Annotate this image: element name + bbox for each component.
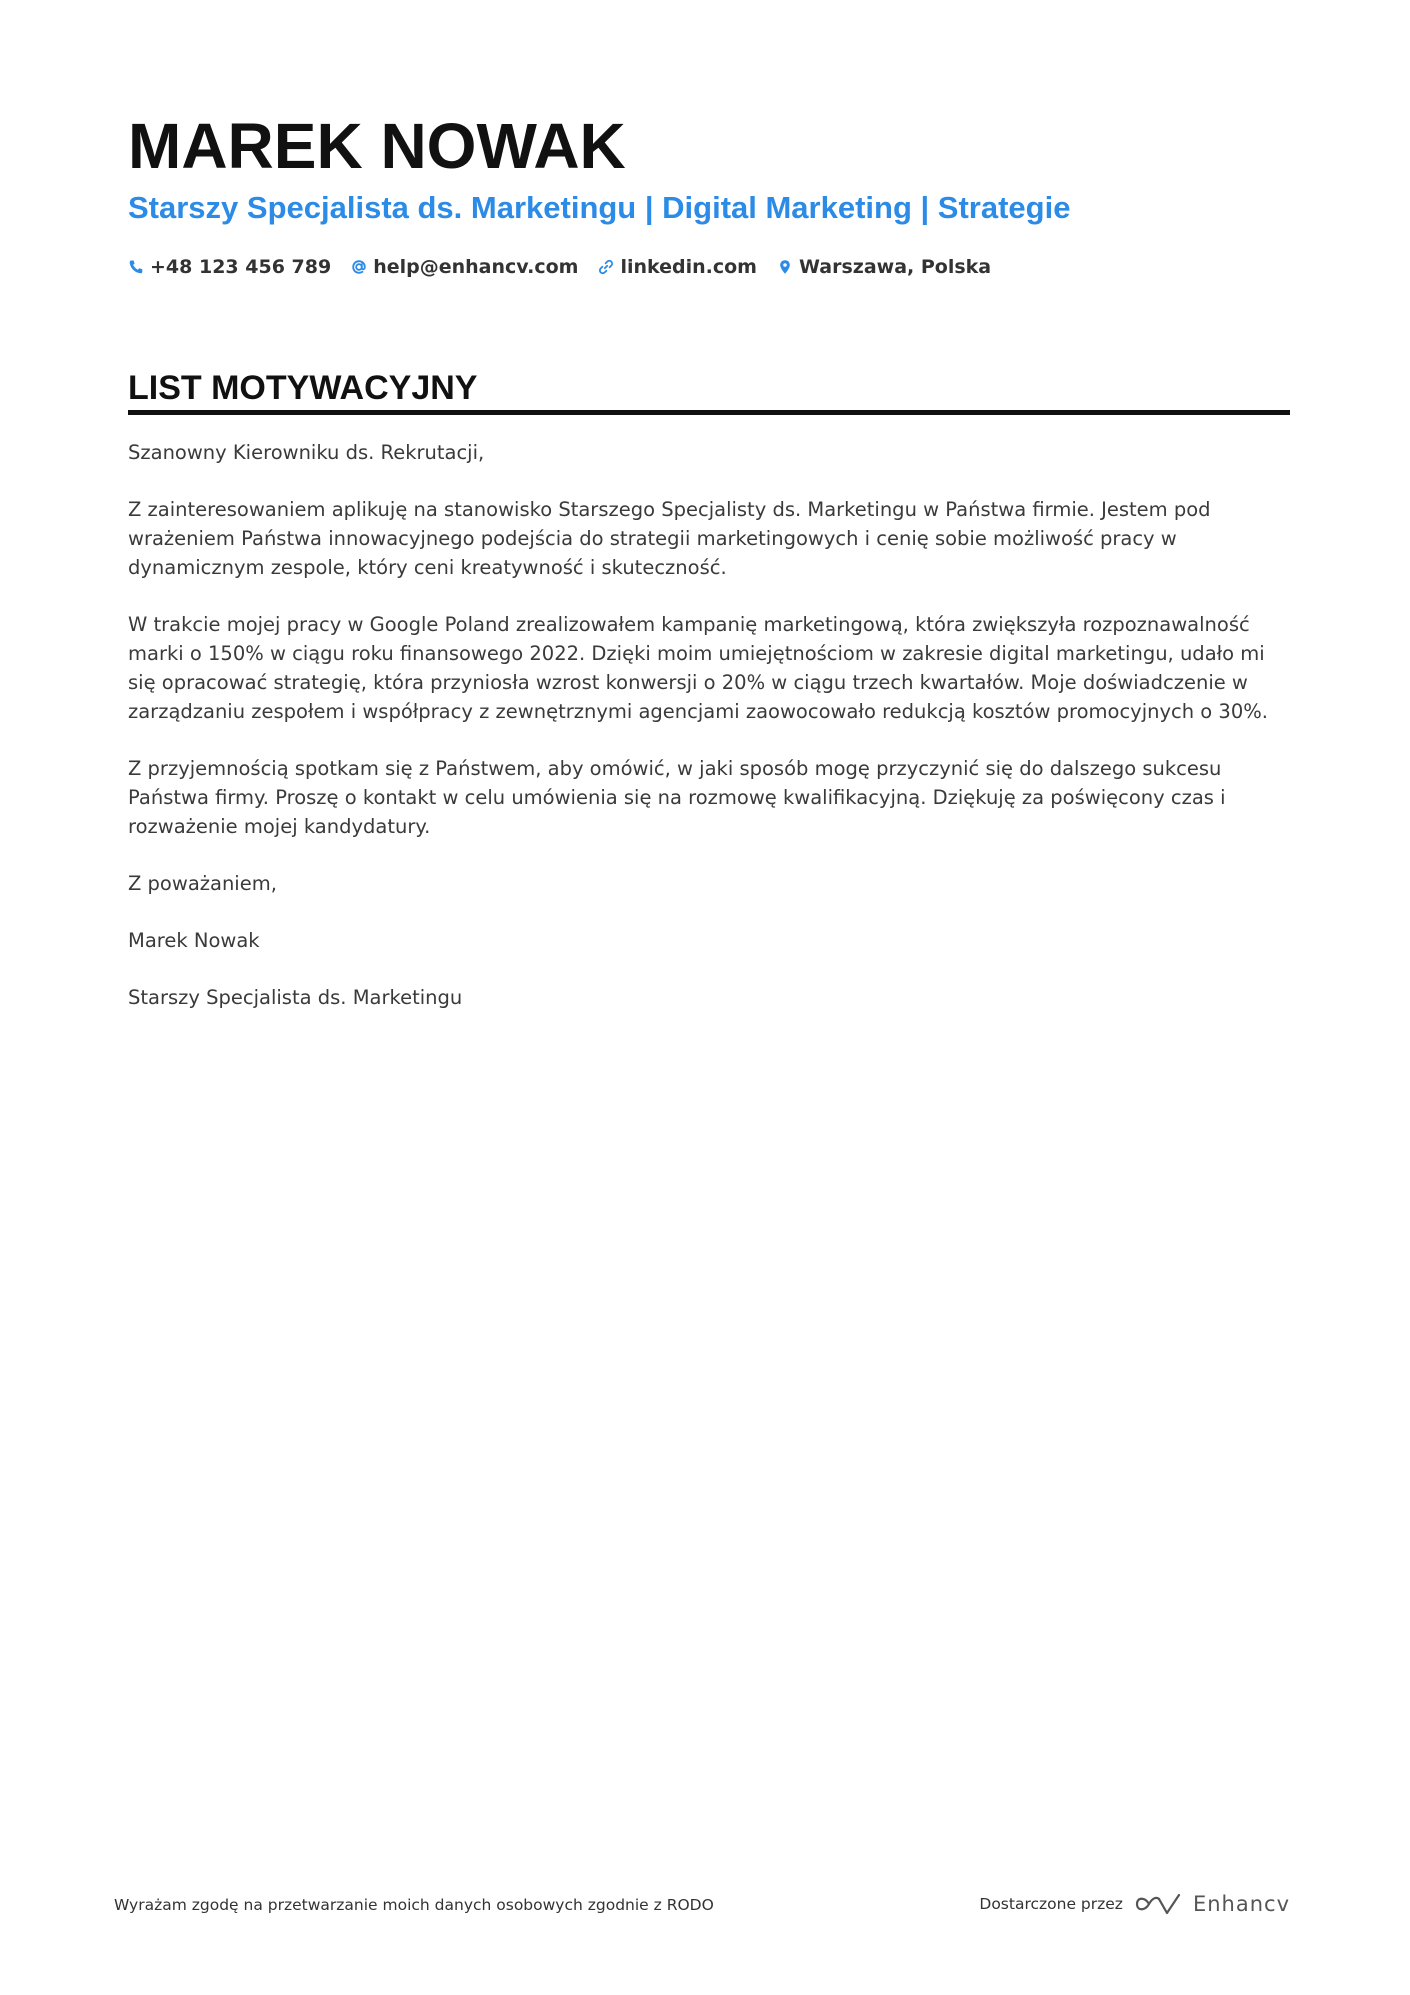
letter-paragraph-3: Z przyjemnością spotkam się z Państwem, aby omówić, w jaki sposób mogę przyczynić się do dalszego sukcesu Państwa firmy. Proszę o kontakt w celu umówienia się na rozmowę kwalifikacyjną. Dziękuję za poświęcony czas i rozważenie mojej kandydatury.: [128, 757, 1226, 838]
letter-signature-title: Starszy Specjalista ds. Marketingu: [128, 986, 463, 1009]
letter-paragraph-2: W trakcie mojej pracy w Google Poland zrealizowałem kampanię marketingową, która zwiększyła rozpoznawalność marki o 150% w ciągu roku finansowego 2022. Dzięki moim umiejętnościom w zakresie digital marketingu, udało mi się opracować strategię, która przyniosła wzrost konwersji o 20% w ciągu trzech kwartałów. Moje doświadczenie w zarządzaniu zespołem i współpracy z zewnętrznymi agencjami zaowocowało redukcją kosztów promocyjnych o 30%.: [128, 613, 1268, 723]
letter-signature-name: Marek Nowak: [128, 929, 260, 952]
at-icon: [351, 259, 367, 275]
provided-by-label: Dostarczone przez: [979, 1895, 1123, 1913]
contact-location-text: Warszawa, Polska: [798, 256, 992, 278]
section-divider: [128, 410, 1290, 415]
location-pin-icon: [777, 259, 793, 275]
letter-salutation: Szanowny Kierowniku ds. Rekrutacji,: [128, 441, 485, 464]
phone-icon: [128, 259, 144, 275]
contact-linkedin-text: linkedin.com: [620, 256, 757, 278]
contact-email[interactable]: [351, 256, 578, 278]
letter-body: [128, 438, 1290, 1040]
section-title: LIST MOTYWACYJNY: [128, 369, 478, 407]
contact-bar: [128, 252, 1011, 282]
contact-phone-text: +48 123 456 789: [150, 256, 332, 278]
gdpr-consent: Wyrażam zgodę na przetwarzanie moich danych osobowych zgodnie z RODO: [114, 1896, 714, 1914]
contact-location: [777, 256, 991, 278]
contact-linkedin[interactable]: [598, 256, 757, 278]
provided-by[interactable]: [979, 1888, 1290, 1920]
enhancv-brand: Enhancv: [1192, 1892, 1290, 1916]
letter-closing: Z poważaniem,: [128, 872, 277, 895]
contact-email-text: help@enhancv.com: [373, 256, 579, 278]
candidate-headline: Starszy Specjalista ds. Marketingu | Digital Marketing | Strategie: [128, 190, 1071, 225]
letter-paragraph-1: Z zainteresowaniem aplikuję na stanowisko Starszego Specjalisty ds. Marketingu w Państwa firmie. Jestem pod wrażeniem Państwa innowacyjnego podejścia do strategii marketingowych i cenię sobie możliwość pracy w dynamicznym zespole, który ceni kreatywność i skuteczność.: [128, 498, 1211, 579]
contact-phone[interactable]: [128, 256, 331, 278]
candidate-name: MAREK NOWAK: [128, 110, 626, 182]
enhancv-logo-icon: [1135, 1891, 1181, 1917]
link-icon: [598, 259, 614, 275]
